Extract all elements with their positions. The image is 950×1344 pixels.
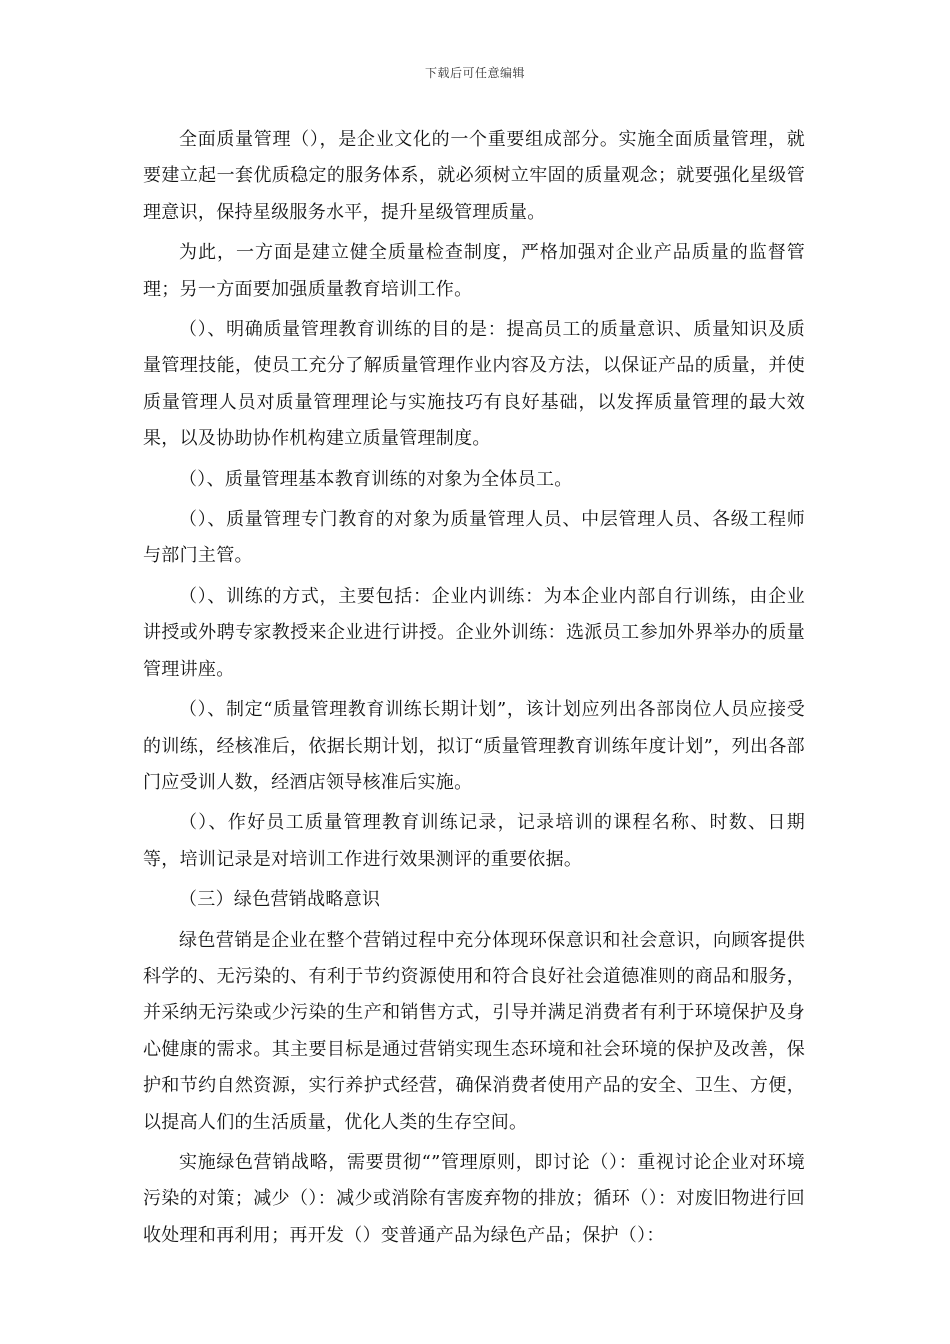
- paragraph-special-training-target: （）、质量管理专门教育的对象为质量管理人员、中层管理人员、各级工程师与部门主管。: [143, 509, 805, 567]
- paragraph-quality-inspection: 为此，一方面是建立健全质量检查制度，严格加强对企业产品质量的监督管理；另一方面要加强质量教育培训工作。: [143, 242, 805, 300]
- paragraph-green-marketing-definition: 绿色营销是企业在整个营销过程中充分体现环保意识和社会意识，向顾客提供科学的、无污染的、有利于节约资源使用和符合良好社会道德准则的商品和服务，并采纳无污染或少污染的生产和销售方式，引导并满足消费者有利于环境保护及身心健康的需求。其主要目标是通过营销实现生态环境和社会环境的保护及改善，保护和节约自然资源，实行养护式经营，确保消费者使用产品的安全、卫生、方便，以提高人们的生活质量，优化人类的生存空间。: [143, 929, 805, 1133]
- paragraph-training-plan: （）、制定“质量管理教育训练长期计划”，该计划应列出各部岗位人员应接受的训练，经核准后，依据长期计划，拟订“质量管理教育训练年度计划”，列出各部门应受训人数，经酒店领导核准后实施。: [143, 699, 805, 793]
- section-heading-green-marketing: （三）绿色营销战略意识: [179, 889, 381, 911]
- paragraph-training-records: （）、作好员工质量管理教育训练记录，记录培训的课程名称、时数、日期等，培训记录是对培训工作进行效果测评的重要依据。: [143, 812, 805, 870]
- paragraph-basic-training-target: （）、质量管理基本教育训练的对象为全体员工。: [179, 468, 573, 490]
- document-body: [143, 122, 805, 1258]
- paragraph-green-marketing-principles: 实施绿色营销战略，需要贯彻“”管理原则，即讨论（）：重视讨论企业对环境污染的对策；减少（）：减少或消除有害废弃物的排放；循环（）：对废旧物进行回收处理和再利用；再开发（）变普通产品为绿色产品；保护（）：: [143, 1151, 805, 1246]
- paragraph-tqm-intro: 全面质量管理（），是企业文化的一个重要组成部分。实施全面质量管理，就要建立起一套优质稳定的服务体系，就必须树立牢固的质量观念；就要强化星级管理意识，保持星级服务水平，提升星级管理质量。: [143, 129, 805, 223]
- page-header-note: 下载后可任意编辑: [424, 66, 525, 80]
- paragraph-training-methods: （）、训练的方式，主要包括：企业内训练：为本企业内部自行训练，由企业讲授或外聘专家教授来企业进行讲授。企业外训练：选派员工参加外界举办的质量管理讲座。: [143, 585, 805, 680]
- paragraph-training-purpose: （）、明确质量管理教育训练的目的是：提高员工的质量意识、质量知识及质量管理技能，使员工充分了解质量管理作业内容及方法，以保证产品的质量，并使质量管理人员对质量管理理论与实施技巧有良好基础，以发挥质量管理的最大效果，以及协助协作机构建立质量管理制度。: [143, 319, 805, 450]
